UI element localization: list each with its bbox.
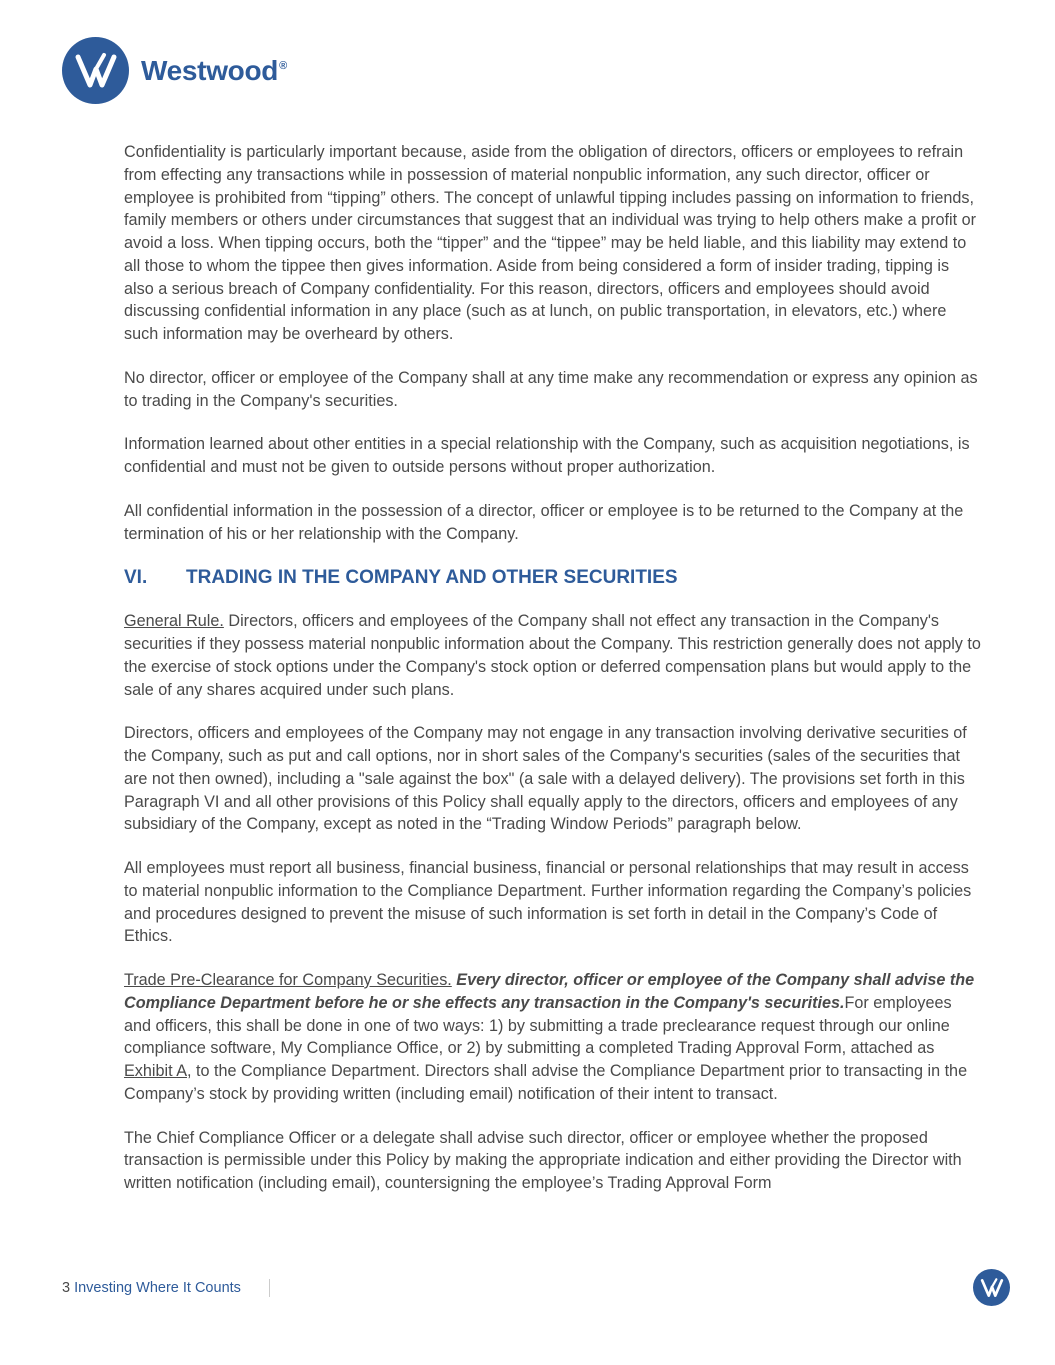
preclearance-text-end: , to the Compliance Department. Directors shall advise the Compliance Department prior to transacting in the Company’s stock by providing written (including email) notification of their intent to transact. <box>124 1062 968 1103</box>
footer-divider <box>269 1279 270 1297</box>
paragraph-preclearance <box>124 969 982 1106</box>
general-rule-label: General Rule. <box>124 612 224 631</box>
company-logo <box>62 37 287 104</box>
paragraph-return-information: All confidential information in the possession of a director, officer or employee is to be returned to the Company at the termination of his or her relationship with the Company. <box>124 501 964 543</box>
paragraph-other-entities: Information learned about other entities in a special relationship with the Company, such as acquisition negotiations, is confidential and must not be given to outside persons without proper authorization. <box>124 435 970 476</box>
preclearance-label: Trade Pre-Clearance for Company Securities. <box>124 971 452 989</box>
paragraph-report-relationships: All employees must report all business, financial business, financial or personal relationships that may result in access to material nonpublic information to the Compliance Department. Further information regarding the Company’s policies and procedures designed to prevent the misuse of such information is set forth in detail in the Company’s Code of Ethics. <box>124 859 972 946</box>
preclearance-bold-text: Every director, officer or employee of the Company shall advise the Compliance Department before he or she effects any transaction in the Company's securities. <box>124 971 975 1012</box>
paragraph-cco-advice: The Chief Compliance Officer or a delegate shall advise such director, officer or employee whether the proposed transaction is permissible under this Policy by making the appropriate indication and either providing the Director with written notification (including email), countersigning the employee’s Trading Approval Form <box>124 1128 962 1192</box>
exhibit-a-link[interactable]: Exhibit A <box>124 1062 187 1080</box>
westwood-logo-icon <box>62 37 129 104</box>
section-number: VI. <box>124 567 148 589</box>
brand-wordmark: Westwood® <box>141 54 287 86</box>
document-body <box>124 141 982 1216</box>
paragraph-general-rule <box>124 610 982 701</box>
general-rule-text: Directors, officers and employees of the Company shall not effect any transaction in the Company's securities if they possess material nonpublic information about the Company. This restriction generally does not apply to the exercise of stock options under the Company's stock option or deferred compensation plans but would apply to the sale of any shares acquired under such plans. <box>124 612 981 699</box>
section-title: TRADING IN THE COMPANY AND OTHER SECURITIES <box>186 567 678 589</box>
paragraph-confidentiality: Confidentiality is particularly important because, aside from the obligation of directors, officers or employees to refrain from effecting any transactions while in possession of material nonpublic information, any such director, officer or employee is prohibited from “tipping” others. The concept of unlawful tipping includes passing on information to friends, family members or others under circumstances that suggest that an individual was trying to help others make a profit or avoid a loss. When tipping occurs, both the “tipper” and the “tippee” may be held liable, and this liability may extend to all those to whom the tippee then gives information. Aside from being considered a form of insider trading, tipping is also a serious breach of Company confidentiality. For this reason, directors, officers and employees should avoid discussing confidential information in any place (such as at lunch, on public transportation, in elevators, etc.) where such information may be overheard by others. <box>124 143 977 343</box>
page-footer <box>62 1279 270 1297</box>
preclearance-text: For employees and officers, this shall be done in one of two ways: 1) by submitting a trade preclearance request through our online compliance software, My Compliance Office, or 2) by submitting a completed Trading Approval Form, attached as <box>124 993 952 1058</box>
footer-logo-icon <box>973 1269 1010 1306</box>
paragraph-derivatives: Directors, officers and employees of the Company may not engage in any transaction involving derivative securities of the Company, such as put and call options, nor in short sales of the Company's securities (sales of the securities that are not then owned), including a "sale against the box" (a sale with a delayed delivery). The provisions set forth in this Paragraph VI and all other provisions of this Policy shall equally apply to the directors, officers and employees of any subsidiary of the Company, except as noted in the “Trading Window Periods” paragraph below. <box>124 724 967 834</box>
section-heading <box>124 566 982 590</box>
footer-tagline: Investing Where It Counts <box>74 1280 241 1296</box>
page-number: 3 <box>62 1280 71 1296</box>
paragraph-no-recommendation: No director, officer or employee of the Company shall at any time make any recommendation or express any opinion as to trading in the Company's securities. <box>124 368 978 410</box>
